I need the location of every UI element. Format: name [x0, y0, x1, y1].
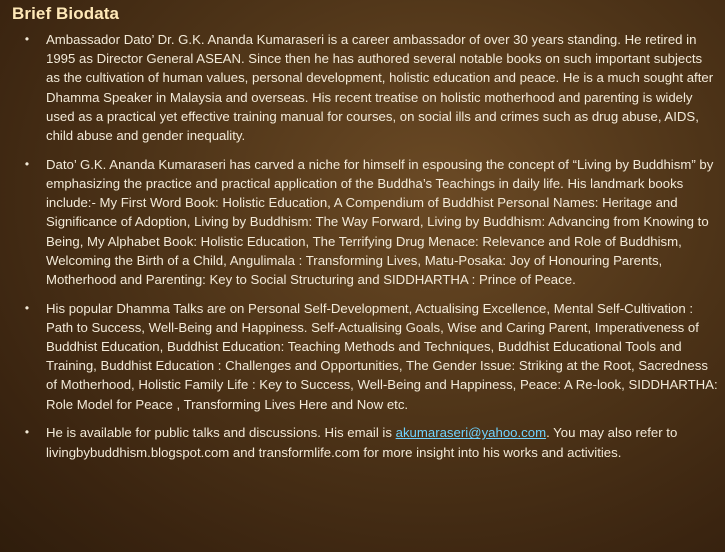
bullet-icon: • — [24, 300, 30, 315]
bullet-icon: • — [24, 156, 30, 171]
list-item-text: Ambassador Dato’ Dr. G.K. Ananda Kumaraseri is a career ambassador of over 30 years standing. He retired in 1995 as Director General ASEAN. Since then he has authored several notable books on such important subjects as the cultivation of human values, personal development, holistic education and peace. He is a much sought after Dhamma Speaker in Malaysia and overseas. His recent treatise on holistic motherhood and parenting is widely used as a practical yet effective training manual for courses, on social ills and crimes such as drug abuse, AIDS, child abuse and gender inequality. — [46, 32, 714, 144]
page-title: Brief Biodata — [12, 4, 120, 23]
list-item — [0, 299, 718, 414]
contact-text-before: He is available for public talks and discussions. His email is — [46, 425, 396, 441]
list-item — [0, 423, 718, 461]
contact-text-after: . You may also refer to livingbybuddhism.blogspot.com and transformlife.com for more insight into his works and activities. — [46, 425, 678, 460]
list-item — [0, 30, 718, 145]
bullet-icon: • — [24, 32, 30, 46]
list-item-text: His popular Dhamma Talks are on Personal Self-Development, Actualising Excellence, Mental Self-Cultivation : Path to Success, Well-Being and Happiness. Self-Actualising Goals, Wise and Caring Parent, Imperativeness of Buddhist Education, Buddhist Education: Teaching Methods and Techniques, Buddhist Educational Tools and Training, Buddhist Education : Challenges and Opportunities, The Gender Issue: Striking at the Root, Sacredness of Motherhood, Holistic Family Life : Key to Success, Well-Being and Happiness, Peace: A Re-look, SIDDHARTHA: Role Model for Peace , Transforming Lives Here and Now etc. — [46, 300, 718, 412]
email-link[interactable]: akumaraseri@yahoo.com — [395, 425, 547, 441]
list-item — [0, 155, 718, 289]
biodata-list — [0, 30, 718, 471]
list-item-text: Dato’ G.K. Ananda Kumaraseri has carved a niche for himself in espousing the concept of “Living by Buddhism” by emphasizing the practice and practical application of the Buddha’s Teachings in daily life. His landmark books include:- My First Word Book: Holistic Education, A Compendium of Buddhist Personal Names: Heritage and Significance of Adoption, Living by Buddhism: The Way Forward, Living by Buddhism: Advancing from Knowing to Being, My Alphabet Book: Holistic Education, The Terrifying Drug Menace: Relevance and Role of Buddhism, Welcoming the Birth of a Child, Angulimala : Transforming Lives, Matu-Posaka: Joy of Honouring Parents, Motherhood and Parenting: Key to Social Structuring and SIDDHARTHA : Prince of Peace. — [46, 156, 714, 287]
bullet-icon: • — [24, 425, 30, 440]
